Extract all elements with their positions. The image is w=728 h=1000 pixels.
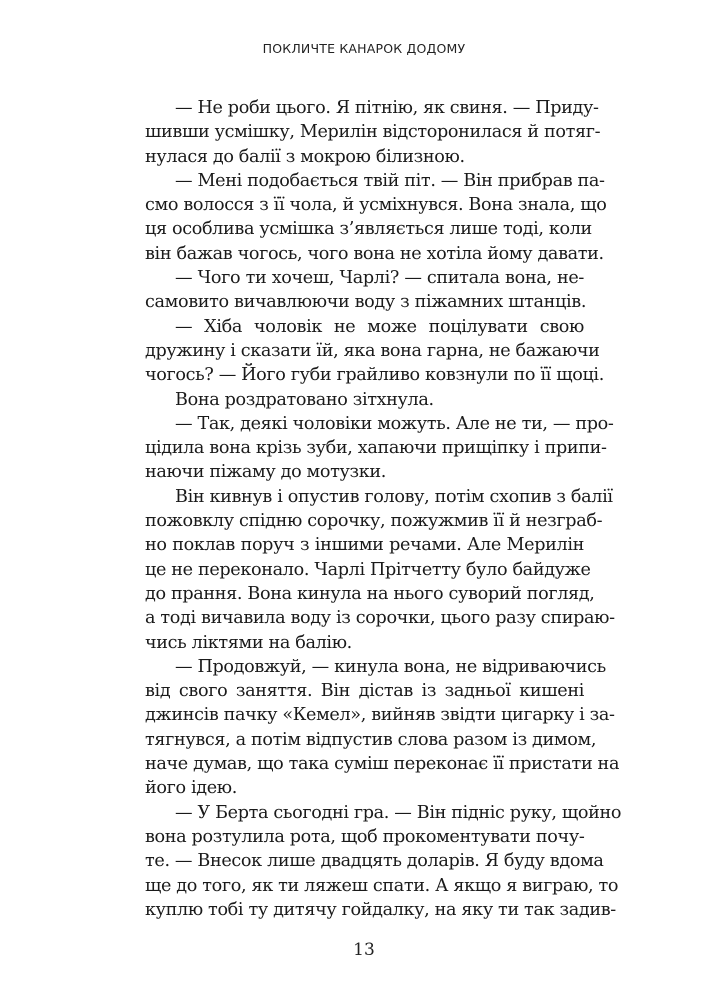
text-line: — Чого ти хочеш, Чарлі? — спитала вона, не- xyxy=(175,268,584,289)
text-line: дружину і сказати їй, яка вона гарна, не бажаючи xyxy=(145,340,600,361)
text-line: но поклав поруч з іншими речами. Але Мерилін xyxy=(145,535,584,556)
text-line: — Мені подобається твій піт. — Він прибрав па- xyxy=(175,170,605,191)
text-line: те. — Внесок лише двадцять доларів. Я буду вдома xyxy=(145,851,604,872)
text-line: Вона роздратовано зітхнула. xyxy=(175,389,434,410)
text-line: наючи піжаму до мотузки. xyxy=(145,462,387,483)
text-line: ще до того, як ти ляжеш спати. А якщо я виграю, то xyxy=(145,875,619,896)
text-line: вона розтулила рота, щоб прокоментувати почу- xyxy=(145,826,585,847)
text-line: — Не роби цього. Я пітнію, як свиня. — Приду- xyxy=(175,98,599,118)
text-line: шивши усмішку, Мерилін відсторонилася й потяг- xyxy=(145,122,601,143)
text-line: пожовклу спідню сорочку, пожужмив її й незграб- xyxy=(145,511,603,532)
text-line: джинсів пачку «Кемел», вийняв звідти цигарку і за- xyxy=(145,705,615,726)
text-line: нулася до балії з мокрою білизною. xyxy=(145,146,465,167)
text-line: він бажав чогось, чого вона не хотіла йому давати. xyxy=(145,243,604,264)
text-line: чись ліктями на балію. xyxy=(145,632,352,653)
text-line: Він кивнув і опустив голову, потім схопив з балії xyxy=(175,486,613,507)
text-line: смо волосся з її чола, й усміхнувся. Вона знала, що xyxy=(145,195,607,216)
body-text xyxy=(145,96,622,922)
text-line: куплю тобі ту дитячу гойдалку, на яку ти так задив- xyxy=(145,899,616,920)
text-line: від свого заняття. Він дістав із задньої кишені xyxy=(145,681,584,702)
running-header: ПОКЛИЧТЕ КАНАРОК ДОДОМУ xyxy=(262,41,466,56)
text-line: самовито вичавлюючи воду з піжамних штанців. xyxy=(145,292,587,313)
text-line: наче думав, що така суміш переконає її пристати на xyxy=(145,754,620,775)
text-line: тягнувся, а потім відпустив слова разом із димом, xyxy=(145,729,597,750)
text-line: його ідею. xyxy=(145,778,238,799)
text-line: — Хіба чоловік не може поцілувати свою xyxy=(175,316,584,337)
text-line: до прання. Вона кинула на нього суворий погляд, xyxy=(145,583,595,604)
page-number: 13 xyxy=(353,940,375,960)
text-line: — Продовжуй, — кинула вона, не відриваючись xyxy=(175,656,606,677)
text-line: ця особлива усмішка з’являється лише тоді, коли xyxy=(145,219,592,240)
text-line: а тоді вичавила воду із сорочки, цього разу спираю- xyxy=(145,608,615,629)
text-line: чогось? — Його губи грайливо ковзнули по її щоці. xyxy=(145,365,604,386)
text-line: це не переконало. Чарлі Прітчетту було байдуже xyxy=(145,559,591,580)
text-line: — Так, деякі чоловіки можуть. Але не ти, — про- xyxy=(175,413,614,434)
text-line: цідила вона крізь зуби, хапаючи прищіпку і припи- xyxy=(145,438,607,459)
text-line: — У Берта сьогодні гра. — Він підніс руку, щойно xyxy=(175,802,622,823)
